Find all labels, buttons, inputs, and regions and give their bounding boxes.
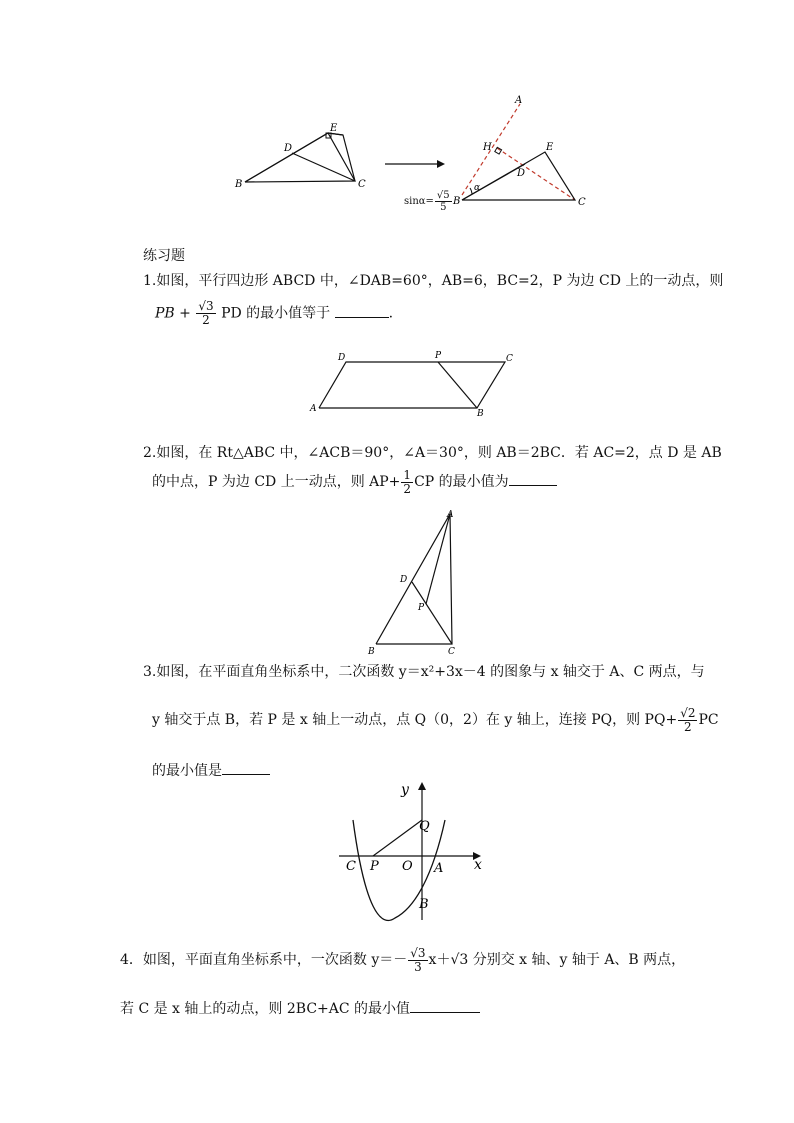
q1-post: PD 的最小值等于 xyxy=(221,305,331,322)
left-triangle-be xyxy=(245,133,355,182)
q3-line2-pre: y 轴交于点 B，若 P 是 x 轴上一动点，点 Q（0，2）在 y 轴上，连接 PQ，则 PQ+ xyxy=(152,712,678,728)
q2-frac-num: 1 xyxy=(403,467,412,482)
q3-label-A: A xyxy=(434,861,444,876)
label-left-E: E xyxy=(330,123,338,134)
sin-formula xyxy=(404,190,453,213)
q1-label-A: A xyxy=(310,404,317,414)
label-left-C: C xyxy=(358,179,366,190)
q2-post: CP 的最小值为 xyxy=(414,474,509,490)
label-alpha: α xyxy=(474,183,481,193)
q1-label-P: P xyxy=(435,351,442,361)
label-left-B: B xyxy=(235,179,243,190)
q4-line2 xyxy=(120,998,480,1018)
right-angle-mark-h xyxy=(495,147,502,154)
label-right-E: E xyxy=(546,142,554,153)
label-right-D: D xyxy=(517,168,526,179)
q2-label-P: P xyxy=(418,603,425,613)
q3-answer-blank[interactable] xyxy=(222,760,270,775)
q2-label-A: A xyxy=(447,510,454,520)
sin-prefix: sinα= xyxy=(404,196,434,207)
segment-pb xyxy=(438,362,477,408)
sin-num: √5 xyxy=(436,190,450,201)
q2-line2 xyxy=(152,468,557,496)
q3-label-O: O xyxy=(402,859,413,874)
q4-line1-mid: x＋√3 分别交 x 轴、y 轴于 A、B 两点， xyxy=(428,952,686,968)
q3-label-x: x xyxy=(474,857,482,873)
q3-frac-den: 2 xyxy=(684,719,692,734)
q3-label-B: B xyxy=(419,897,429,912)
q1-line2 xyxy=(155,300,393,327)
q3-line3 xyxy=(152,760,270,780)
q3-line3-text: 的最小值是 xyxy=(152,763,222,779)
label-right-A: A xyxy=(515,95,523,106)
q2-label-D: D xyxy=(400,575,408,585)
q4-answer-blank[interactable] xyxy=(410,998,480,1013)
q1-end: . xyxy=(388,305,394,322)
q4-line1 xyxy=(120,944,685,976)
q1-label-B: B xyxy=(477,409,484,419)
q3-label-C: C xyxy=(346,859,356,874)
left-triangle xyxy=(245,133,355,182)
sin-den: 5 xyxy=(440,202,447,213)
q4-frac-den: 3 xyxy=(414,959,422,974)
q3-label-P: P xyxy=(370,859,379,874)
angle-alpha-arc xyxy=(470,188,472,194)
q3-line1: 3.如图，在平面直角坐标系中，二次函数 y＝x²+3x－4 的图象与 x 轴交于 A、C 两点，与 xyxy=(143,664,705,680)
arrow-head xyxy=(437,160,445,168)
segment-ap xyxy=(426,514,450,604)
segment-pq xyxy=(373,820,422,856)
q2-frac-den: 2 xyxy=(403,481,412,496)
q1-pre: PB + xyxy=(155,305,191,322)
q4-frac-num: √3 xyxy=(410,945,426,960)
q3-line2-post: PC xyxy=(698,712,719,728)
label-left-D: D xyxy=(284,143,293,154)
label-right-B: B xyxy=(453,196,461,207)
q2-pre: 的中点，P 为边 CD 上一动点，则 AP+ xyxy=(152,474,401,490)
q4-line1-pre: 4．如图，平面直角坐标系中，一次函数 y＝－ xyxy=(120,952,408,968)
q1-frac-den: 2 xyxy=(202,313,210,327)
q1-figure xyxy=(305,350,520,420)
q1-label-C: C xyxy=(506,354,513,364)
q2-line1: 2.如图，在 Rt△ABC 中，∠ACB＝90°，∠A＝30°，则 AB＝2BC．若 AC=2，点 D 是 AB xyxy=(143,445,722,461)
q2-figure xyxy=(362,508,462,658)
section-title: 练习题 xyxy=(143,248,185,264)
parallelogram xyxy=(319,362,505,408)
q1-line1: 1.如图，平行四边形 ABCD 中，∠DAB=60°，AB=6，BC=2，P 为边 CD 上的一动点，则 xyxy=(143,273,724,289)
q4-line2-text: 若 C 是 x 轴上的动点，则 2BC+AC 的最小值 xyxy=(120,1001,411,1017)
left-segment-dc xyxy=(292,153,355,181)
label-right-C: C xyxy=(578,197,586,208)
q2-label-B: B xyxy=(368,647,375,657)
triangle-abc xyxy=(376,514,452,644)
q3-figure xyxy=(335,780,495,925)
q1-label-D: D xyxy=(338,353,346,363)
q1-answer-blank[interactable] xyxy=(335,303,389,318)
label-right-H: H xyxy=(483,142,492,153)
q2-answer-blank[interactable] xyxy=(509,471,557,486)
q3-label-y: y xyxy=(401,782,409,798)
y-axis-arrow xyxy=(418,782,426,790)
q3-frac-num: √2 xyxy=(680,705,696,720)
parabola xyxy=(353,820,445,920)
q1-frac-num: √3 xyxy=(198,299,214,313)
q3-label-Q: Q xyxy=(419,819,430,834)
q3-line2 xyxy=(152,705,719,735)
right-segment-bd xyxy=(462,164,525,200)
q2-label-C: C xyxy=(448,647,455,657)
segment-dc xyxy=(412,582,452,644)
